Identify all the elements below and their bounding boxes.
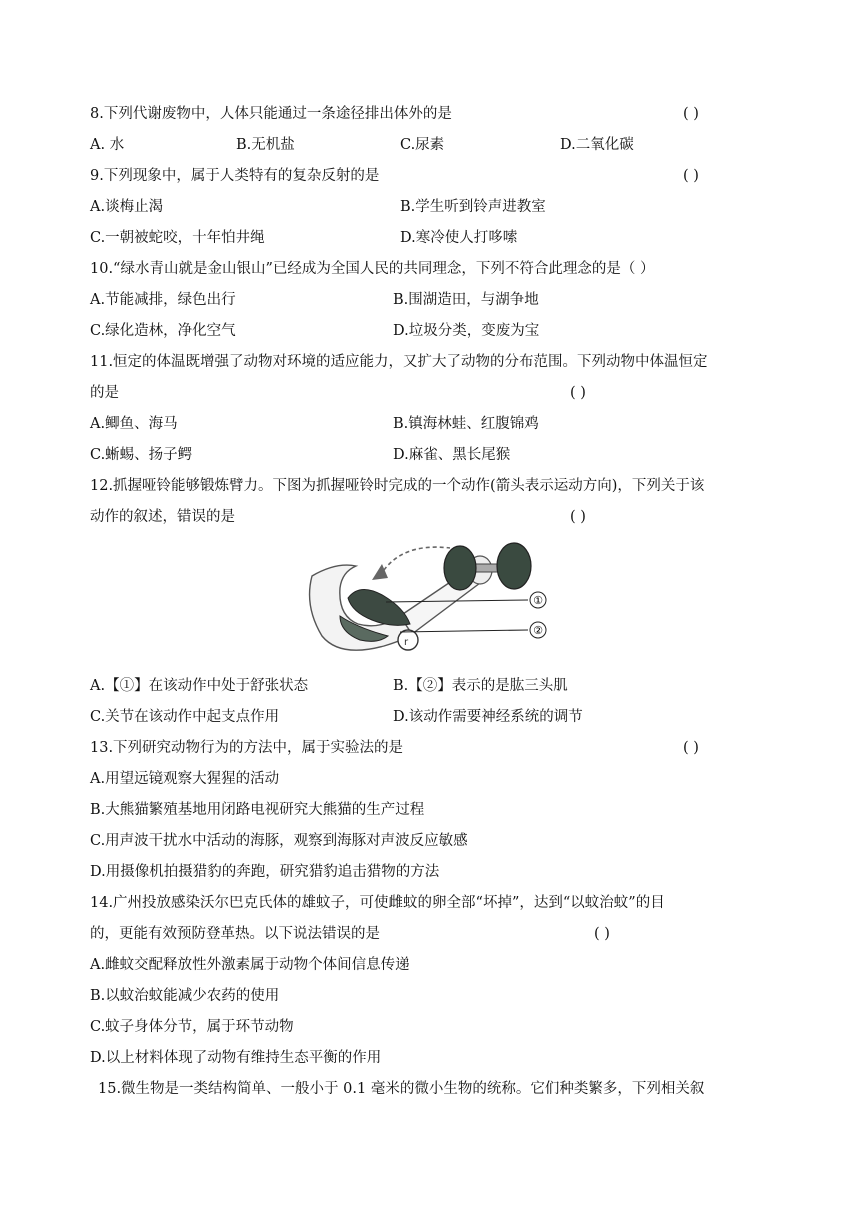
option-d: D.该动作需要神经系统的调节 bbox=[393, 709, 583, 725]
option-d: D.用摄像机拍摄猎豹的奔跑，研究猎豹追击猎物的方法 bbox=[90, 864, 440, 880]
question-12-stem-line2: 动作的叙述，错误的是 bbox=[90, 509, 235, 525]
answer-bracket: ( ) bbox=[570, 509, 586, 525]
question-11-stem-line1: 11.恒定的体温既增强了动物对环境的适应能力，又扩大了动物的分布范围。下列动物中体温恒定 bbox=[90, 354, 708, 370]
option-a: A.鲫鱼、海马 bbox=[90, 416, 178, 432]
arm-diagram bbox=[300, 536, 562, 664]
option-c: C.蜥蜴、扬子鳄 bbox=[90, 447, 193, 463]
option-d: D.以上材料体现了动物有维持生态平衡的作用 bbox=[90, 1050, 382, 1066]
option-b: B.大熊猫繁殖基地用闭路电视研究大熊猫的生产过程 bbox=[90, 802, 425, 818]
option-b: B.【②】表示的是肱三头肌 bbox=[393, 678, 568, 694]
question-12-stem-line1: 12.抓握哑铃能够锻炼臂力。下图为抓握哑铃时完成的一个动作(箭头表示运动方向)，下列关于该 bbox=[90, 478, 705, 494]
question-9-stem: 9.下列现象中，属于人类特有的复杂反射的是 bbox=[90, 168, 380, 184]
option-c: C.关节在该动作中起支点作用 bbox=[90, 709, 280, 725]
option-d: D.寒冷使人打哆嗦 bbox=[400, 230, 518, 246]
option-c: C.一朝被蛇咬，十年怕井绳 bbox=[90, 230, 265, 246]
option-d: D.二氧化碳 bbox=[560, 137, 634, 153]
option-d: D.麻雀、黑长尾猴 bbox=[393, 447, 511, 463]
option-b: B.学生听到铃声进教室 bbox=[400, 199, 546, 215]
question-8-stem: 8.下列代谢废物中，人体只能通过一条途径排出体外的是 bbox=[90, 106, 452, 122]
option-a: A. 水 bbox=[90, 137, 125, 153]
question-15-stem: 15.微生物是一类结构简单、一般小于 0.1 毫米的微小生物的统称。它们种类繁多，下列相关叙 bbox=[98, 1081, 705, 1097]
figure-label-2: ② bbox=[533, 624, 543, 637]
question-10-stem: 10.“绿水青山就是金山银山”已经成为全国人民的共同理念，下列不符合此理念的是（ ） bbox=[90, 261, 655, 277]
question-11-stem-line2: 的是 bbox=[90, 385, 119, 401]
option-b: B.镇海林蛙、红腹锦鸡 bbox=[393, 416, 539, 432]
option-b: B.无机盐 bbox=[236, 137, 295, 153]
option-b: B.以蚊治蚊能减少农药的使用 bbox=[90, 988, 280, 1004]
option-d: D.垃圾分类，变废为宝 bbox=[393, 323, 540, 339]
answer-bracket: ( ) bbox=[683, 106, 699, 122]
option-c: C.用声波干扰水中活动的海豚，观察到海豚对声波反应敏感 bbox=[90, 833, 468, 849]
arm-dumbbell-figure bbox=[300, 536, 562, 664]
option-a: A.谈梅止渴 bbox=[90, 199, 164, 215]
option-a: A.节能减排，绿色出行 bbox=[90, 292, 236, 308]
option-b: B.围湖造田，与湖争地 bbox=[393, 292, 539, 308]
figure-label-1: ① bbox=[533, 594, 543, 607]
answer-bracket: ( ) bbox=[683, 740, 699, 756]
question-14-stem-line1: 14.广州投放感染沃尔巴克氏体的雄蚊子，可使雌蚊的卵全部“坏掉”，达到“以蚊治蚊”的目 bbox=[90, 895, 665, 911]
question-14-stem-line2: 的，更能有效预防登革热。以下说法错误的是 bbox=[90, 926, 380, 942]
answer-bracket: ( ) bbox=[594, 926, 610, 942]
option-a: A.用望远镜观察大猩猩的活动 bbox=[90, 771, 280, 787]
option-a: A.雌蚊交配释放性外激素属于动物个体间信息传递 bbox=[90, 957, 410, 973]
svg-text:r: r bbox=[404, 637, 409, 648]
question-13-stem: 13.下列研究动物行为的方法中，属于实验法的是 bbox=[90, 740, 404, 756]
option-a: A.【①】在该动作中处于舒张状态 bbox=[90, 678, 309, 694]
answer-bracket: ( ) bbox=[570, 385, 586, 401]
option-c: C.绿化造林，净化空气 bbox=[90, 323, 236, 339]
option-c: C.尿素 bbox=[400, 137, 445, 153]
answer-bracket: ( ) bbox=[683, 168, 699, 184]
option-c: C.蚊子身体分节，属于环节动物 bbox=[90, 1019, 294, 1035]
